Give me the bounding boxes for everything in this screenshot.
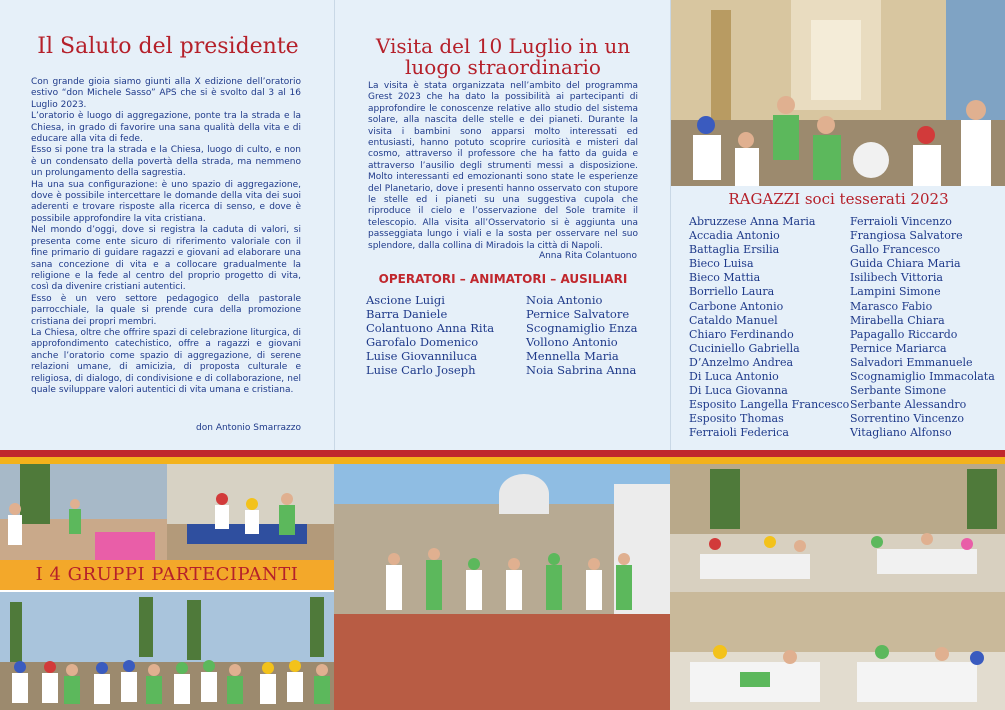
operators-list-left: [366, 293, 494, 377]
kid-name: Bieco Luisa: [689, 257, 754, 271]
kid-name: Frangiosa Salvatore: [850, 229, 963, 243]
president-panel: [0, 0, 334, 450]
operator-name: Colantuono Anna Rita: [366, 321, 495, 335]
paragraph: Esso si pone tra la strada e la Chiesa, luogo di culto, e non è un condensato della povertà della strada, ma nemmeno un prolungamento della sagrestia.: [31, 145, 301, 179]
groups-title: I 4 GRUPPI PARTECIPANTI: [0, 560, 334, 590]
kid-name: Abruzzese Anna Maria: [689, 215, 816, 228]
divider-red-stripe: [0, 450, 1005, 457]
kid-name: Ferraioli Federica: [689, 426, 789, 440]
paragraph: Con grande gioia siamo giunti alla X edizione dell’oratorio estivo “don Michele Sasso” APS che si è svolto dal 3 al 16 Luglio 2023.: [31, 77, 301, 110]
kid-name: Lampini Simone: [850, 285, 941, 299]
operator-name: Mennella Maria: [526, 349, 619, 363]
operator-name: Ascione Luigi: [366, 293, 445, 307]
operator-name: Scognamiglio Enza: [526, 321, 638, 335]
president-text: [31, 77, 301, 396]
group-photo: [84, 592, 167, 710]
operator-name: Garofalo Domenico: [366, 335, 479, 349]
divider-yellow-stripe: [0, 457, 1005, 464]
group-photo: [167, 464, 334, 560]
activity-photo: [837, 464, 1005, 592]
kid-name: Isilibech Vittoria: [850, 271, 943, 285]
kid-name: Bieco Mattia: [689, 271, 761, 285]
operators-title: OPERATORI – ANIMATORI – AUSILIARI: [378, 272, 628, 286]
photo-strip: [0, 464, 1005, 710]
operator-name: Noia Antonio: [526, 293, 603, 307]
kid-name: Papagallo Riccardo: [850, 327, 958, 341]
kid-name: Pernice Mariarca: [850, 341, 947, 355]
kid-name: Serbante Simone: [850, 384, 947, 398]
kid-name: Mirabella Chiara: [850, 313, 945, 327]
kid-name: D’Anzelmo Andrea: [689, 355, 794, 369]
kid-name: Di Luca Antonio: [689, 370, 779, 384]
kids-list-right: [850, 215, 995, 441]
kid-name: Marasco Fabio: [850, 299, 933, 313]
kid-name: Di Luca Giovanna: [689, 384, 788, 398]
kid-name: Esposito Thomas: [689, 412, 784, 426]
kid-name: Carbone Antonio: [689, 299, 784, 313]
activity-photo: [837, 592, 1005, 710]
kids-panel: [670, 0, 1005, 450]
kid-name: Borriello Laura: [689, 285, 775, 299]
group-photo: [0, 464, 167, 560]
observatory-group-photo: [334, 464, 670, 710]
kid-name: Vitagliano Alfonso: [850, 426, 952, 440]
visit-signature: Anna Rita Colantuono: [538, 251, 637, 261]
kid-name: Gallo Francesco: [850, 243, 941, 257]
kid-name: Cuciniello Gabriella: [689, 341, 800, 355]
kid-name: Scognamiglio Immacolata: [850, 370, 995, 384]
kid-name: Serbante Alessandro: [850, 398, 967, 412]
group-photo: [0, 592, 84, 710]
operator-name: Noia Sabrina Anna: [526, 363, 637, 377]
president-signature: don Antonio Smarrazzo: [196, 423, 301, 433]
kids-list-left: [689, 215, 849, 441]
kid-name: Sorrentino Vincenzo: [850, 412, 964, 426]
kid-name: Guida Chiara Maria: [850, 257, 961, 271]
operator-name: Vollono Antonio: [526, 335, 618, 349]
kid-name: Cataldo Manuel: [689, 313, 778, 327]
visit-text: La visita è stata organizzata nell’ambito del programma Grest 2023 che ha dato la possibilità ai partecipanti di approfondire le conoscenze relative allo studio del sistema solare, alla nascita delle stelle e dei pianeti. Durante la visita i bambini sono apparsi molto interessati ed entusiasti, hanno potuto scoprire curiosità e misteri dal cosmo, attraverso il professore che ha fatto da guida e attraverso l’ausilio degli strumenti messi a disposizione. Molto interessanti ed emozionanti sono state le esperienze del Planetario, dove i presenti hanno osservato con stupore le stelle ed i pianeti su una suggestiva cupola che riproduce il cielo e l’osservazione del Sole tramite il telescopio. Alla visita all’Osservatorio si è aggiunta una passeggiata lungo i viali e la sosta per osservare nel suo splendore, dalla collina di Miradois la città di Napoli.: [368, 81, 638, 251]
operator-name: Luise Giovanniluca: [366, 349, 478, 363]
paragraph: Esso è un vero settore pedagogico della pastorale parrocchiale, la quale si prende cura della promozione cristiana dei propri membri.: [31, 293, 301, 327]
church-photo: [671, 0, 1005, 186]
activity-photo: [670, 464, 837, 592]
visit-panel: [334, 0, 670, 450]
paragraph: Ha una sua configurazione: è uno spazio di aggregazione, dove è possibile intercettare le domande della vita dei suoi aderenti e trovare risposte alla ricerca di senso, e dove è possibile approfondire la vita cristiana.: [31, 179, 301, 224]
visit-title: Visita del 10 Luglio in un luogo straordinario: [375, 34, 631, 79]
operator-name: Luise Carlo Joseph: [366, 363, 476, 377]
group-photo: [167, 592, 250, 710]
group-photo: [250, 592, 334, 710]
kid-name: Battaglia Ersilia: [689, 243, 780, 257]
operator-name: Barra Daniele: [366, 307, 448, 321]
paragraph: L’oratorio è luogo di aggregazione, ponte tra la strada e la Chiesa, in grado di favorire una sana qualità della vita e di educare alla vita di fede.: [31, 111, 301, 145]
activity-photo: [670, 592, 837, 710]
paragraph: La Chiesa, oltre che offrire spazi di celebrazione liturgica, di approfondimento catechistico, offre a ragazzi e giovani anche l’oratorio come spazio di aggregazione, di serene relazioni umane, di amicizia, di proposta culturale e religiosa, di dialogo, di condivisione e di collaborazione, nel quale sviluppare valori autentici di vita umana e cristiana.: [31, 327, 301, 395]
president-title: Il Saluto del presidente: [37, 34, 299, 59]
kid-name: Salvadori Emmanuele: [850, 355, 973, 369]
operators-list-right: [526, 293, 637, 377]
kid-name: Esposito Langella Francesco: [689, 398, 850, 412]
kid-name: Ferraioli Vincenzo: [850, 215, 952, 228]
kids-title: RAGAZZI soci tesserati 2023: [728, 190, 949, 208]
kid-name: Accadia Antonio: [689, 229, 780, 243]
paragraph: Nel mondo d’oggi, dove si registra la caduta di valori, si presenta come ente sicuro di riferimento valoriale con il fine primario di guidare ragazzi e giovani ad elaborare una sana concezione di vita e a collocare gradualmente la religione e la fede al centro del proprio progetto di vita, così da divenire cristiani autentici.: [31, 225, 301, 293]
kid-name: Chiaro Ferdinando: [689, 327, 794, 341]
operator-name: Pernice Salvatore: [526, 307, 630, 321]
